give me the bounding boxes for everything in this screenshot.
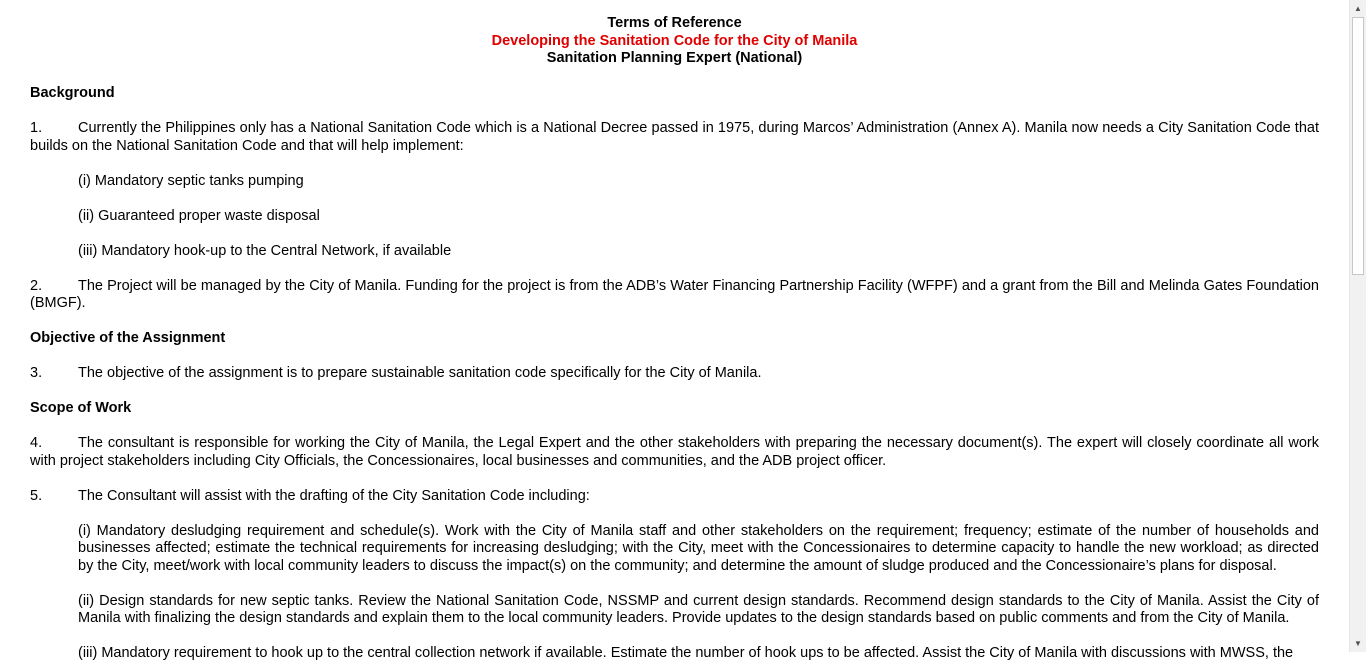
doc-subtitle: Developing the Sanitation Code for the City of Manila bbox=[491, 32, 858, 49]
paragraph-text: The Consultant will assist with the drafting of the City Sanitation Code including: bbox=[78, 487, 590, 504]
list-item: (i) Mandatory desludging requirement and schedule(s). Work with the City of Manila staff and other stakeholders on the requirement; frequency; estimate of the number of households and businesses affected; estimate the technical requirements for increasing desludging; with the City, meet with the Concessionaires to determine capacity to handle the new workload; as directed by the City, meet/work with local community leaders to discuss the impact(s) on the community; and determine the amount of sludge produced and the Concessionaire’s plans for disposal. bbox=[78, 522, 1319, 574]
list-item: (iii) Mandatory hook-up to the Central Network, if available bbox=[78, 242, 452, 259]
paragraph-number: 4. bbox=[30, 435, 43, 451]
paragraph-number: 1. bbox=[30, 120, 43, 136]
doc-role-title: Sanitation Planning Expert (National) bbox=[546, 50, 803, 66]
scroll-up-icon[interactable]: ▲ bbox=[1354, 4, 1362, 13]
paragraph-number: 2. bbox=[30, 277, 43, 294]
paragraph-3 bbox=[30, 365, 1319, 383]
paragraph-4 bbox=[30, 435, 1319, 470]
paragraph-5 bbox=[30, 488, 1319, 506]
scroll-down-icon[interactable]: ▼ bbox=[1354, 639, 1362, 648]
heading-background: Background bbox=[30, 85, 115, 101]
paragraph-text: The Project will be managed by the City of Manila. Funding for the project is from the ADB’s Water Financing Partnership Facility (WFPF) and a grant from the Bill and Melinda Gates Foundation (BMGF). bbox=[30, 277, 1319, 311]
paragraph-2 bbox=[30, 278, 1319, 313]
heading-objective: Objective of the Assignment bbox=[30, 330, 226, 346]
paragraph-1 bbox=[30, 120, 1319, 155]
scrollbar-thumb[interactable] bbox=[1352, 17, 1364, 275]
doc-title: Terms of Reference bbox=[607, 15, 742, 31]
paragraph-text: Currently the Philippines only has a National Sanitation Code which is a National Decree passed in 1975, during Marcos’ Administration (Annex A). Manila now needs a City Sanitation Code that builds on the National Sanitation Code and that will help implement: bbox=[30, 120, 1319, 154]
paragraph-text: The consultant is responsible for working the City of Manila, the Legal Expert and the other stakeholders with preparing the necessary document(s). The expert will closely coordinate all work with project stakeholders including City Officials, the Concessionaires, local businesses and communities, and the ADB project officer. bbox=[30, 435, 1319, 469]
list-item: (i) Mandatory septic tanks pumping bbox=[78, 172, 304, 189]
paragraph-number: 3. bbox=[30, 365, 43, 381]
heading-scope: Scope of Work bbox=[30, 400, 132, 416]
paragraph-text: The objective of the assignment is to prepare sustainable sanitation code specifically for the City of Manila. bbox=[78, 365, 762, 381]
document-content bbox=[30, 15, 1319, 663]
list-item: (ii) Design standards for new septic tanks. Review the National Sanitation Code, NSSMP and current design standards. Recommend design standards to the City of Manila. Assist the City of Manila with finalizing the design standards and explain them to the local community leaders. Provide updates to the design standards based on public comments and from the City of Manila. bbox=[78, 592, 1319, 626]
paragraph-number: 5. bbox=[30, 487, 43, 504]
list-item: (iii) Mandatory requirement to hook up to the central collection network if available. Estimate the number of hook ups to be affected. Assist the City of Manila with discussions with MWSS, the bbox=[78, 645, 1294, 661]
list-item: (ii) Guaranteed proper waste disposal bbox=[78, 207, 320, 224]
vertical-scrollbar[interactable] bbox=[1349, 0, 1366, 652]
